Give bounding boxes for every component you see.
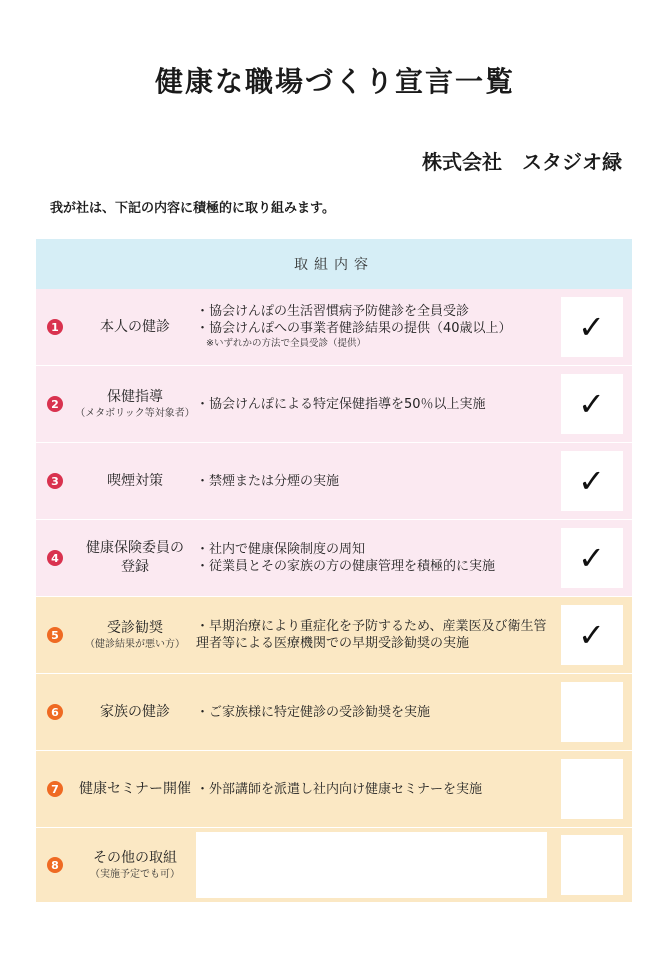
row-number: 3	[47, 473, 63, 489]
checkbox[interactable]	[561, 605, 623, 665]
checkbox[interactable]	[561, 682, 623, 742]
row-number: 1	[47, 319, 63, 335]
row-content	[196, 751, 551, 827]
row-name: 喫煙対策	[107, 472, 163, 489]
row-number: 8	[47, 857, 63, 873]
check-icon: ✓	[578, 385, 605, 423]
checkbox[interactable]	[561, 528, 623, 588]
row-name: 受診勧奨	[107, 620, 163, 636]
row-content	[196, 366, 551, 442]
check-icon: ✓	[578, 616, 605, 654]
row-number: 4	[47, 550, 63, 566]
table-row	[36, 519, 632, 596]
checkbox[interactable]	[561, 835, 623, 895]
table-row	[36, 365, 632, 442]
other-initiatives-field[interactable]	[196, 832, 547, 898]
row-subtext: （メタボリック等対象者）	[75, 408, 195, 419]
check-icon: ✓	[578, 462, 605, 500]
row-name: 家族の健診	[100, 703, 170, 720]
table-row	[36, 750, 632, 827]
content-item: ・従業員とその家族の方の健康管理を積極的に実施	[196, 559, 496, 574]
content-item: ・禁煙または分煙の実施	[196, 473, 340, 489]
table-row	[36, 442, 632, 519]
table-header: 取組内容	[36, 239, 632, 289]
check-icon: ✓	[578, 539, 605, 577]
row-number: 5	[47, 627, 63, 643]
row-name: 健康保険委員の登録	[86, 540, 184, 575]
checkbox[interactable]	[561, 451, 623, 511]
row-number: 7	[47, 781, 63, 797]
content-item: ・協会けんぽの生活習慣病予防健診を全員受診	[196, 304, 470, 319]
table-row	[36, 596, 632, 673]
page-title: 健康な職場づくり宣言一覧	[154, 65, 515, 98]
row-content	[196, 443, 551, 519]
intro-text: 我が社は、下記の内容に積極的に取り組みます。	[50, 201, 335, 216]
content-item: ・外部講師を派遣し社内向け健康セミナーを実施	[196, 781, 483, 797]
row-name: その他の取組	[93, 850, 177, 866]
content-item: ・社内で健康保険制度の周知	[196, 542, 366, 557]
row-name: 健康セミナー開催	[79, 780, 191, 797]
row-name: 本人の健診	[100, 318, 170, 335]
row-subtext: （健診結果が悪い方）	[85, 639, 185, 650]
row-number: 6	[47, 704, 63, 720]
content-item: ・協会けんぽへの事業者健診結果の提供（40歳以上）	[196, 321, 512, 336]
content-item: ・協会けんぽによる特定保健指導を50％以上実施	[196, 396, 486, 412]
row-subtext: （実施予定でも可）	[90, 869, 180, 880]
row-content	[196, 674, 551, 750]
row-content	[196, 597, 551, 673]
checkbox[interactable]	[561, 297, 623, 357]
content-item: ・早期治療により重症化を予防するため、産業医及び衛生管理者等による医療機関での早期受診勧奨の実施	[196, 619, 547, 651]
checkbox[interactable]	[561, 374, 623, 434]
commitment-table	[36, 239, 632, 902]
table-row	[36, 673, 632, 750]
check-icon: ✓	[578, 308, 605, 346]
row-name: 保健指導	[107, 389, 163, 405]
row-number: 2	[47, 396, 63, 412]
checkbox[interactable]	[561, 759, 623, 819]
table-row	[36, 289, 632, 365]
content-item: ・ご家族様に特定健診の受診勧奨を実施	[196, 704, 431, 720]
row-content	[196, 289, 551, 365]
table-row	[36, 827, 632, 902]
row-content	[196, 520, 551, 596]
content-note: ※いずれかの方法で全員受診（提供）	[206, 338, 366, 349]
company-name: 株式会社 スタジオ緑	[422, 150, 622, 174]
